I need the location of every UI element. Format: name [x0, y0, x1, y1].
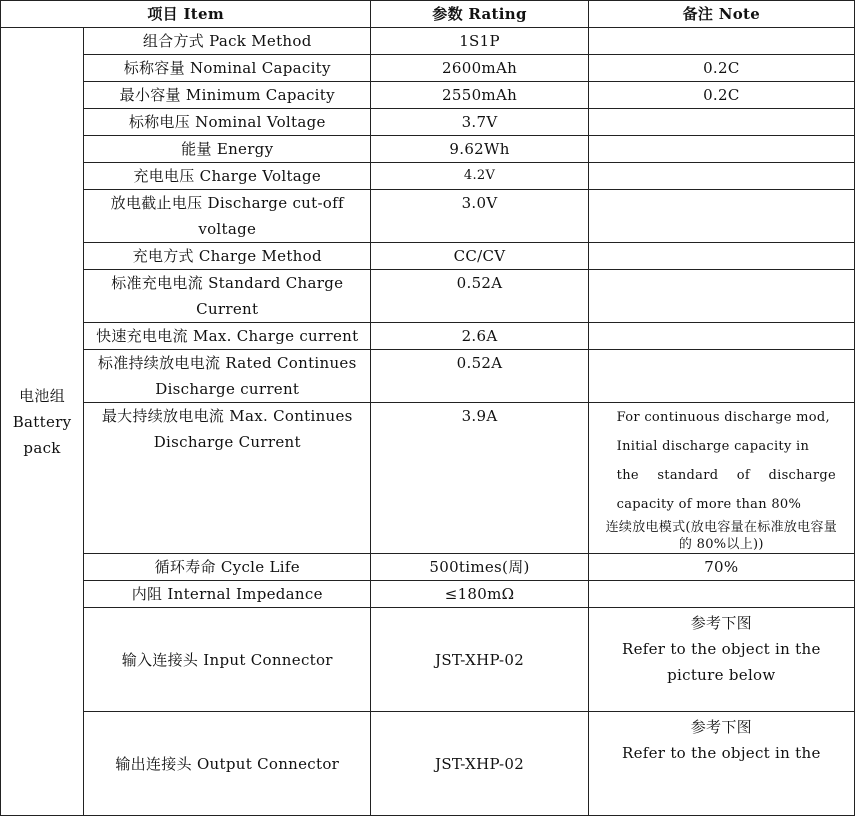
- note-cell: [588, 712, 854, 816]
- header-item: 项目 Item: [1, 1, 371, 28]
- group-label-en2: pack: [23, 438, 61, 457]
- item-cell: 内阻 Internal Impedance: [84, 581, 371, 608]
- note-cn: 参考下图: [690, 718, 752, 736]
- table-row: [1, 712, 855, 816]
- rating-cell: 3.9A: [371, 403, 588, 554]
- item-cell: 最小容量 Minimum Capacity: [84, 82, 371, 109]
- rating-cell: 3.0V: [371, 190, 588, 243]
- rating-cell: 2.6A: [371, 323, 588, 350]
- table-row: [1, 243, 855, 270]
- item-cell: 充电方式 Charge Method: [84, 243, 371, 270]
- item-cell: 最大持续放电电流 Max. Continues Discharge Current: [84, 403, 371, 554]
- note-cell: [588, 163, 854, 190]
- note-cell: [588, 190, 854, 243]
- note-en: Refer to the object in the: [622, 744, 821, 762]
- table-row: [1, 581, 855, 608]
- header-row: [1, 1, 855, 28]
- rating-cell: 2550mAh: [371, 82, 588, 109]
- rating-cell: CC/CV: [371, 243, 588, 270]
- group-label-en1: Battery: [12, 412, 72, 431]
- item-cell: 充电电压 Charge Voltage: [84, 163, 371, 190]
- table-row: [1, 350, 855, 403]
- rating-cell: JST-XHP-02: [371, 608, 588, 712]
- note-line: the standard of discharge: [616, 468, 836, 483]
- rating-cell: 9.62Wh: [371, 136, 588, 163]
- note-en: Refer to the object in the: [622, 640, 821, 658]
- table-row: [1, 323, 855, 350]
- group-label-cn: 电池组: [19, 386, 65, 405]
- note-cell: [588, 28, 854, 55]
- item-cell: 放电截止电压 Discharge cut-off voltage: [84, 190, 371, 243]
- note-cell: [588, 581, 854, 608]
- table-row: [1, 403, 855, 554]
- table-row: [1, 109, 855, 136]
- note-cn: 参考下图: [690, 614, 752, 632]
- table-row: [1, 608, 855, 712]
- rating-cell: 0.52A: [371, 350, 588, 403]
- item-cell: 标称容量 Nominal Capacity: [84, 55, 371, 82]
- header-rating: 参数 Rating: [371, 1, 588, 28]
- note-cell: 70%: [588, 554, 854, 581]
- table-row: [1, 554, 855, 581]
- item-cell: 标称电压 Nominal Voltage: [84, 109, 371, 136]
- note-cell: [588, 243, 854, 270]
- rating-cell: 3.7V: [371, 109, 588, 136]
- item-cell: 快速充电电流 Max. Charge current: [84, 323, 371, 350]
- rating-cell: 4.2V: [371, 163, 588, 190]
- table-row: [1, 136, 855, 163]
- note-cell: 0.2C: [588, 82, 854, 109]
- table-row: [1, 82, 855, 109]
- rating-cell: 0.52A: [371, 270, 588, 323]
- note-line: 连续放电模式(放电容量在标准放电容量: [605, 520, 838, 535]
- rating-cell: ≤180mΩ: [371, 581, 588, 608]
- item-cell: 组合方式 Pack Method: [84, 28, 371, 55]
- rating-cell: 500times(周): [371, 554, 588, 581]
- note-cell: [588, 323, 854, 350]
- note-line: capacity of more than 80%: [616, 497, 802, 512]
- group-label-cell: [1, 28, 84, 816]
- note-cell: [588, 608, 854, 712]
- note-line: Initial discharge capacity in: [616, 439, 810, 454]
- item-cell: 循环寿命 Cycle Life: [84, 554, 371, 581]
- table-row: [1, 163, 855, 190]
- item-cell: 标准充电电流 Standard Charge Current: [84, 270, 371, 323]
- rating-cell: 2600mAh: [371, 55, 588, 82]
- table-row: [1, 55, 855, 82]
- item-cell: 能量 Energy: [84, 136, 371, 163]
- rating-cell: 1S1P: [371, 28, 588, 55]
- note-cell: [588, 403, 854, 554]
- note-en: picture below: [667, 666, 776, 684]
- item-cell: 标准持续放电电流 Rated Continues Discharge current: [84, 350, 371, 403]
- item-cell: 输入连接头 Input Connector: [84, 608, 371, 712]
- note-line: 的 80%以上)): [678, 537, 764, 552]
- header-note: 备注 Note: [588, 1, 854, 28]
- note-cell: [588, 109, 854, 136]
- note-cell: [588, 350, 854, 403]
- note-cell: [588, 270, 854, 323]
- note-cell: 0.2C: [588, 55, 854, 82]
- table-row: [1, 190, 855, 243]
- note-line: For continuous discharge mod,: [616, 410, 830, 425]
- rating-cell: JST-XHP-02: [371, 712, 588, 816]
- table-row: [1, 270, 855, 323]
- note-cell: [588, 136, 854, 163]
- table-row: [1, 28, 855, 55]
- item-cell: 输出连接头 Output Connector: [84, 712, 371, 816]
